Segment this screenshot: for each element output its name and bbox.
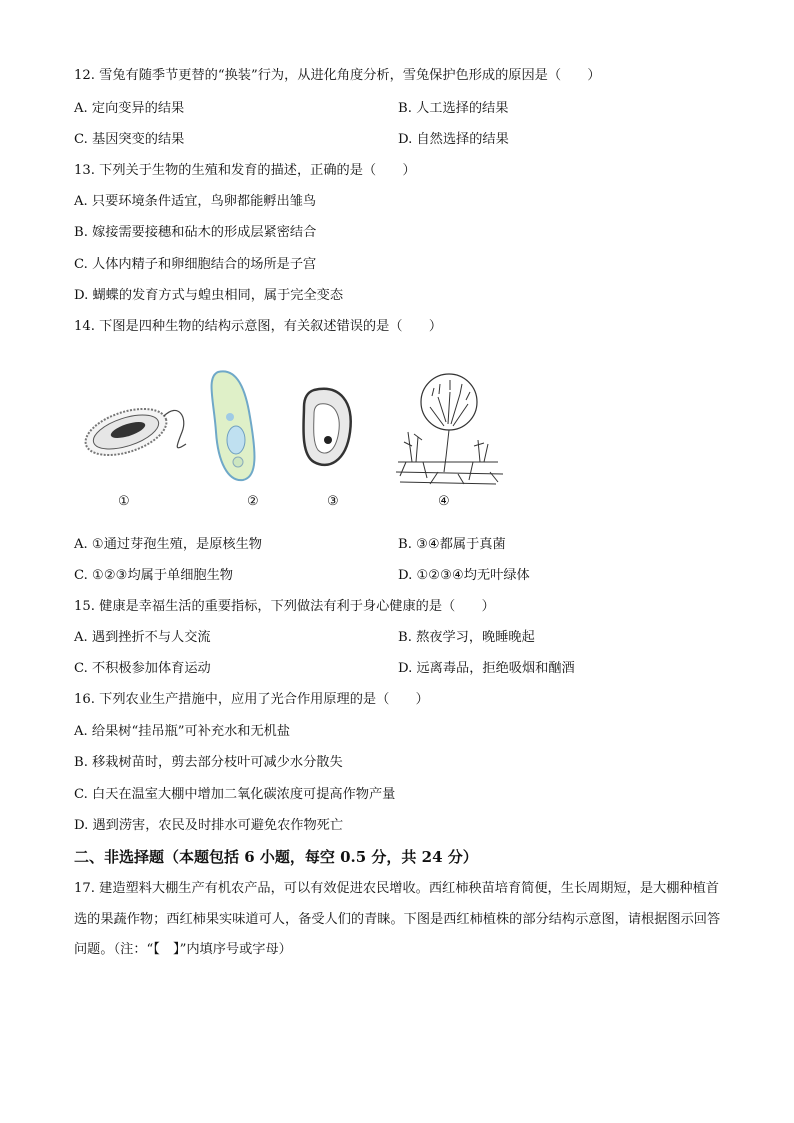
q15-stem: 15. 健康是幸福生活的重要指标，下列做法有利于身心健康的是（ ） xyxy=(74,599,495,614)
organism-figure xyxy=(78,362,508,492)
q16-option-c: C. 白天在温室大棚中增加二氧化碳浓度可提高作物产量 xyxy=(74,787,396,802)
q14-option-d: D. ①②③④均无叶绿体 xyxy=(398,568,530,583)
q16-stem: 16. 下列农业生产措施中，应用了光合作用原理的是（ ） xyxy=(74,692,429,707)
q17-paragraph: 17. 建造塑料大棚生产有机农产品，可以有效促进农民增收。西红柿秧苗培育简便，生长周期短，是大棚种植首选的果蔬作物；西红柿果实味道可人，备受人们的青睐。下图是西红柿植株的部分结构示意图，请根据图示回答问题。（注：“【 】”内填序号或字母） xyxy=(74,881,721,957)
q14-option-b: B. ③④都属于真菌 xyxy=(398,537,506,552)
figure-label-2: ② xyxy=(247,494,259,509)
q13-option-a: A. 只要环境条件适宜，鸟卵都能孵出雏鸟 xyxy=(74,194,317,209)
q12-stem: 12. 雪兔有随季节更替的“换装”行为，从进化角度分析，雪兔保护色形成的原因是（ ） xyxy=(74,68,601,83)
q16-option-b: B. 移栽树苗时，剪去部分枝叶可减少水分散失 xyxy=(74,755,343,770)
q16-option-d: D. 遇到涝害，农民及时排水可避免农作物死亡 xyxy=(74,818,344,833)
q13-option-d: D. 蝴蝶的发育方式与蝗虫相同，属于完全变态 xyxy=(74,288,344,303)
q13-option-b: B. 嫁接需要接穗和砧木的形成层紧密结合 xyxy=(74,225,317,240)
q12-option-c: C. 基因突变的结果 xyxy=(74,132,185,147)
paramecium-illustration xyxy=(212,371,255,480)
section-title: 二、非选择题（本题包括 6 小题，每空 0.5 分，共 24 分） xyxy=(74,848,478,866)
q12-option-d: D. 自然选择的结果 xyxy=(398,132,509,147)
figure-label-4: ④ xyxy=(438,494,450,509)
q15-option-c: C. 不积极参加体育运动 xyxy=(74,661,211,676)
q13-stem: 13. 下列关于生物的生殖和发育的描述，正确的是（ ） xyxy=(74,163,416,178)
figure-label-1: ① xyxy=(118,494,130,509)
q15-option-a: A. 遇到挫折不与人交流 xyxy=(74,630,211,645)
q14-option-a: A. ①通过芽孢生殖，是原核生物 xyxy=(74,537,262,552)
q12-option-b: B. 人工选择的结果 xyxy=(398,101,509,116)
bacterium-illustration xyxy=(80,400,186,464)
yeast-illustration xyxy=(303,389,350,465)
q16-option-a: A. 给果树“挂吊瓶”可补充水和无机盐 xyxy=(74,724,291,739)
q13-option-c: C. 人体内精子和卵细胞结合的场所是子宫 xyxy=(74,257,317,272)
q15-option-d: D. 远离毒品，拒绝吸烟和酗酒 xyxy=(398,661,575,676)
figure-label-3: ③ xyxy=(327,494,339,509)
q14-option-c: C. ①②③均属于单细胞生物 xyxy=(74,568,233,583)
mold-illustration xyxy=(396,374,503,484)
q14-stem: 14. 下图是四种生物的结构示意图，有关叙述错误的是（ ） xyxy=(74,319,443,334)
q12-option-a: A. 定向变异的结果 xyxy=(74,101,185,116)
q15-option-b: B. 熬夜学习，晚睡晚起 xyxy=(398,630,535,645)
